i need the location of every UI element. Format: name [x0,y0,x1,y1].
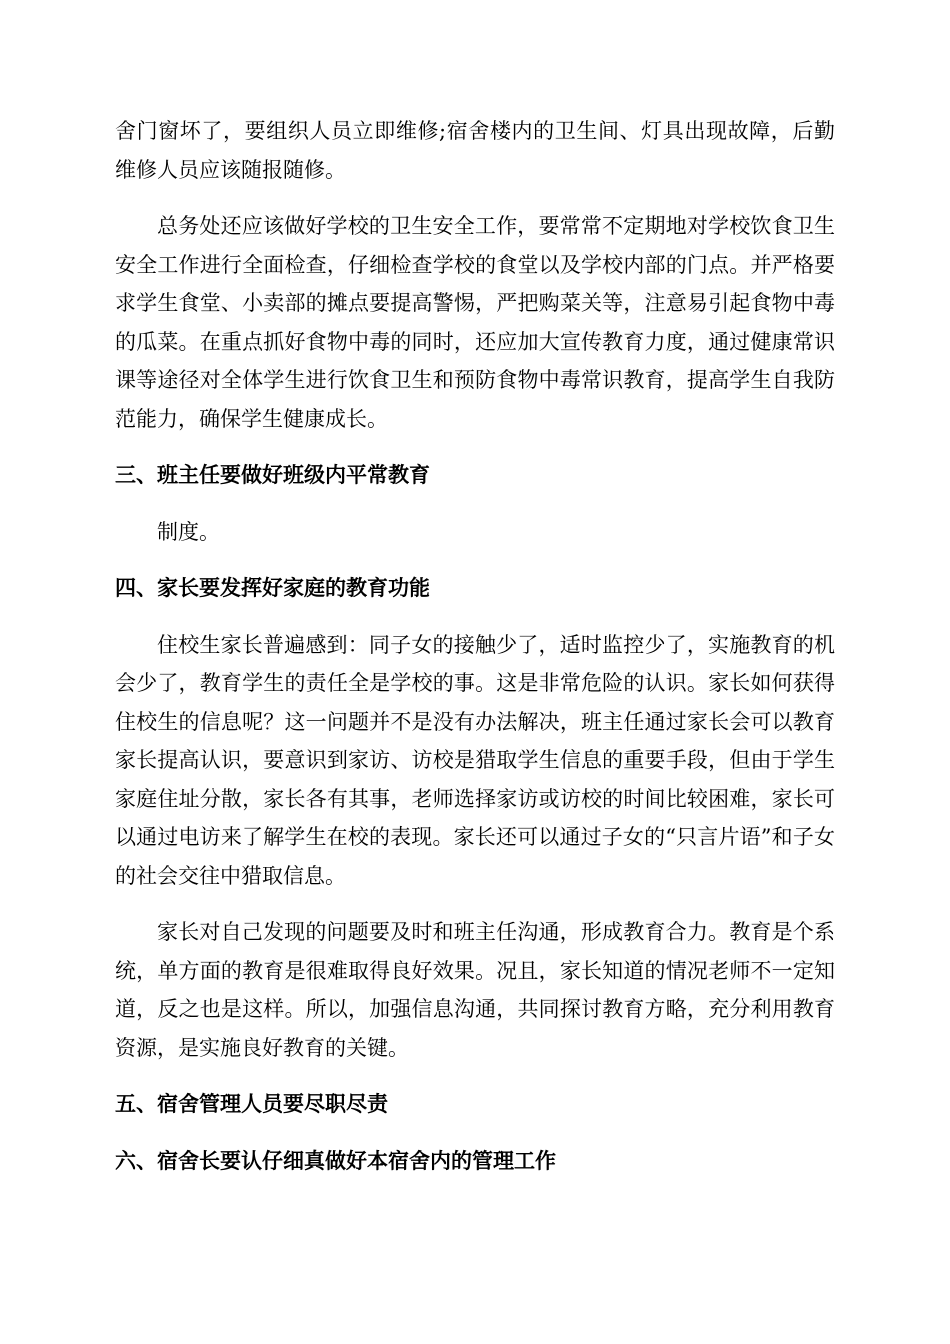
paragraph-dormitory-repair: 舍门窗坏了，要组织人员立即维修;宿舍楼内的卫生间、灯具出现故障，后勤维修人员应该随报随修。 [115,119,835,182]
paragraph-general-affairs-hygiene: 总务处还应该做好学校的卫生安全工作，要常常不定期地对学校饮食卫生安全工作进行全面检查，仔细检查学校的食堂以及学校内部的门点。并严格要求学生食堂、小卖部的摊点要提高警惕，严把购菜关等，注意易引起食物中毒的瓜菜。在重点抓好食物中毒的同时，还应加大宣传教育力度，通过健康常识课等途径对全体学生进行饮食卫生和预防食物中毒常识教育，提高学生自我防范能力，确保学生健康成长。 [115,214,835,431]
heading-section-3: 三、班主任要做好班级内平常教育 [115,462,430,487]
paragraph-parents-awareness: 住校生家长普遍感到：同子女的接触少了，适时监控少了，实施教育的机会少了，教育学生的责任全是学校的事。这是非常危险的认识。家长如何获得住校生的信息呢？这一问题并不是没有办法解决，班主任通过家长会可以教育家长提高认识，要意识到家访、访校是猎取学生信息的重要手段，但由于学生家庭住址分散，家长各有其事，老师选择家访或访校的时间比较困难，家长可以通过电访来了解学生在校的表现。家长还可以通过子女的“只言片语”和子女的社会交往中猎取信息。 [115,632,835,888]
heading-section-4: 四、家长要发挥好家庭的教育功能 [115,575,430,600]
heading-section-6: 六、宿舍长要认仔细真做好本宿舍内的管理工作 [115,1147,556,1173]
document-page [115,112,835,1180]
paragraph-system: 制度。 [157,519,220,544]
heading-section-5: 五、宿舍管理人员要尽职尽责 [115,1091,388,1116]
paragraph-parents-communication: 家长对自己发现的问题要及时和班主任沟通，形成教育合力。教育是个系统，单方面的教育是很难取得良好效果。况且，家长知道的情况老师不一定知道，反之也是这样。所以，加强信息沟通，共同探讨教育方略，充分利用教育资源，是实施良好教育的关键。 [115,920,835,1060]
